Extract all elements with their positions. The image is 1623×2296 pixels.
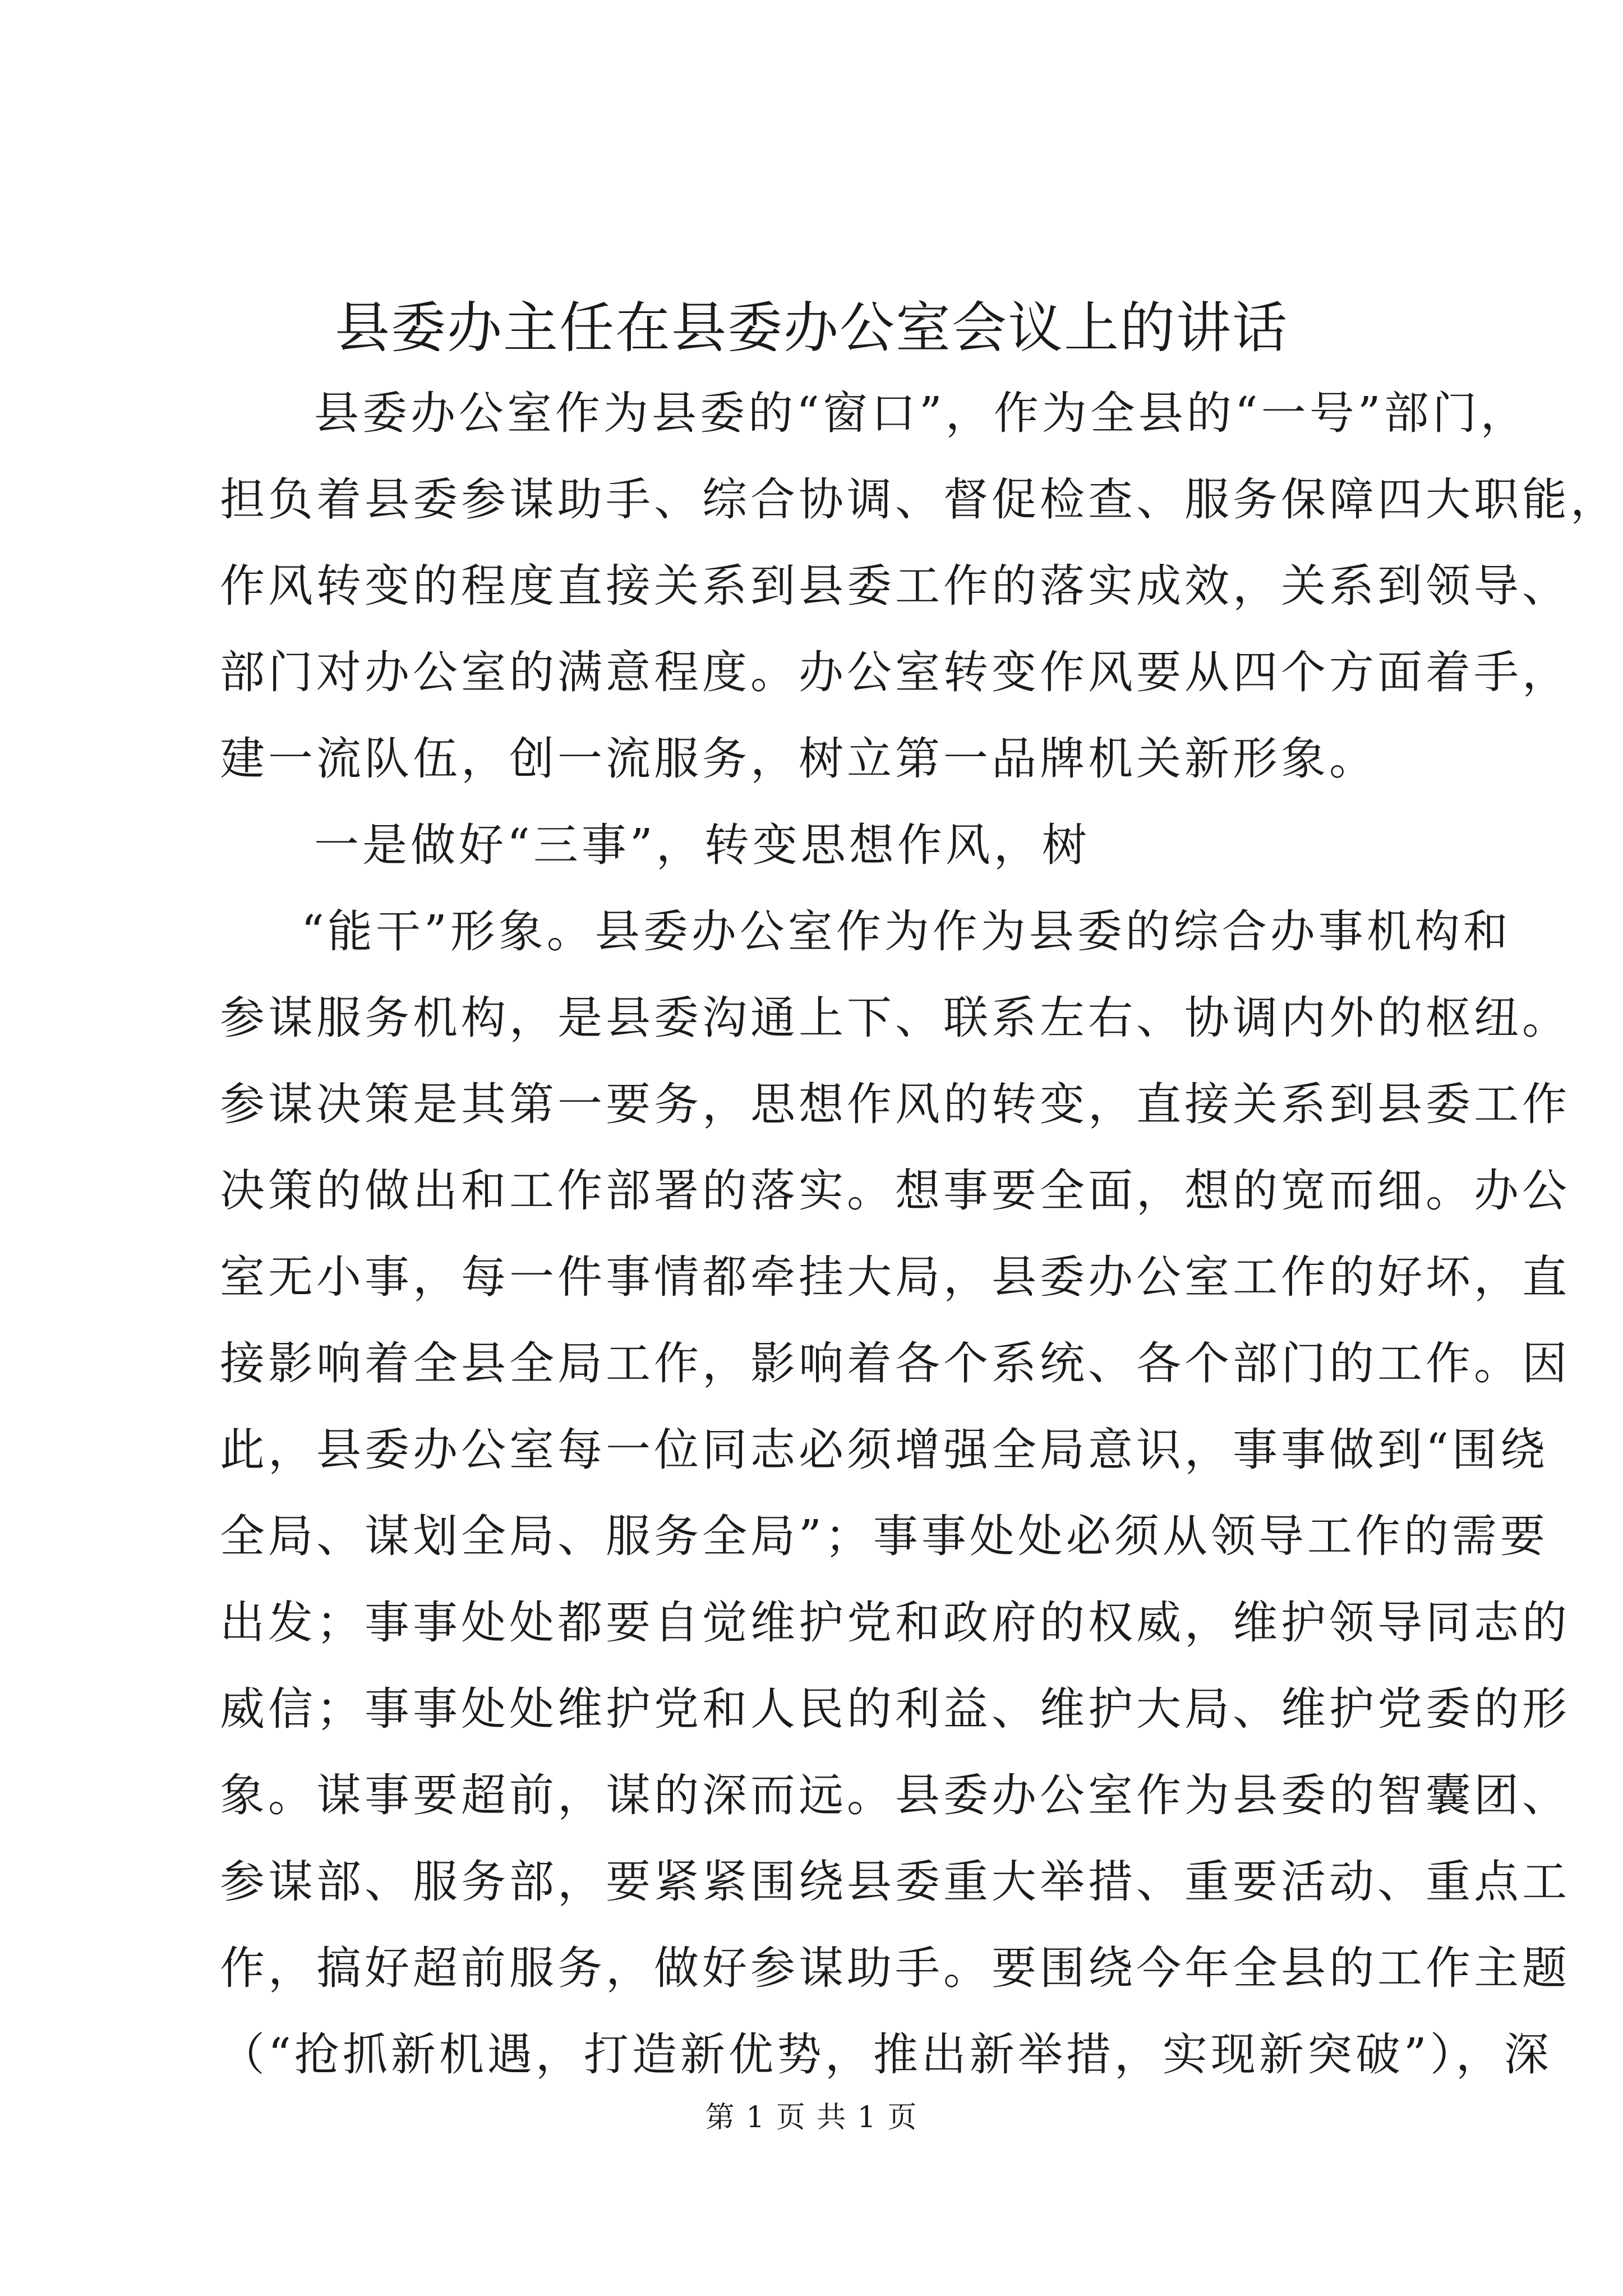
body-line-20: （“抢抓新机遇，打造新优势，推出新举措，实现新突破”），深 — [220, 2028, 1552, 2081]
body-line-10: 决策的做出和工作部署的落实。想事要全面，想的宽而细。办公 — [220, 1165, 1570, 1217]
document-title: 县委办主任在县委办公室会议上的讲话 — [334, 296, 1288, 360]
body-line-7: “能干”形象。县委办公室作为作为县委的综合办事机构和 — [301, 905, 1511, 958]
body-line-11: 室无小事，每一件事情都牵挂大局，县委办公室工作的好坏，直 — [220, 1251, 1570, 1303]
document-body — [220, 370, 1619, 2098]
body-line-8: 参谋服务机构，是县委沟通上下、联系左右、协调内外的枢纽。 — [220, 992, 1570, 1044]
body-line-15: 出发；事事处处都要自觉维护党和政府的权威，维护领导同志的 — [220, 1596, 1570, 1649]
body-line-3: 作风转变的程度直接关系到县委工作的落实成效，关系到领导、 — [220, 560, 1570, 612]
body-line-19: 作，搞好超前服务，做好参谋助手。要围绕今年全县的工作主题 — [220, 1942, 1570, 1994]
body-line-1: 县委办公室作为县委的“窗口”，作为全县的“一号”部门， — [314, 387, 1529, 439]
body-line-16: 威信；事事处处维护党和人民的利益、维护大局、维护党委的形 — [220, 1683, 1570, 1735]
body-line-9: 参谋决策是其第一要务，思想作风的转变，直接关系到县委工作 — [220, 1078, 1570, 1130]
body-line-5: 建一流队伍，创一流服务，树立第一品牌机关新形象。 — [220, 733, 1377, 785]
body-line-2: 担负着县委参谋助手、综合协调、督促检查、服务保障四大职能， — [220, 473, 1619, 526]
body-line-12: 接影响着全县全局工作，影响着各个系统、各个部门的工作。因 — [220, 1337, 1570, 1389]
body-line-14: 全局、谋划全局、服务全局”；事事处处必须从领导工作的需要 — [220, 1510, 1548, 1562]
body-line-6: 一是做好“三事”，转变思想作风，树 — [314, 819, 1090, 871]
body-line-18: 参谋部、服务部，要紧紧围绕县委重大举措、重要活动、重点工 — [220, 1856, 1570, 1908]
body-line-17: 象。谋事要超前，谋的深而远。县委办公室作为县委的智囊团、 — [220, 1769, 1570, 1821]
body-line-13: 此，县委办公室每一位同志必须增强全局意识，事事做到“围绕 — [220, 1424, 1548, 1476]
page-footer: 第 1 页 共 1 页 — [705, 2101, 918, 2134]
body-line-4: 部门对办公室的满意程度。办公室转变作风要从四个方面着手， — [220, 646, 1570, 698]
